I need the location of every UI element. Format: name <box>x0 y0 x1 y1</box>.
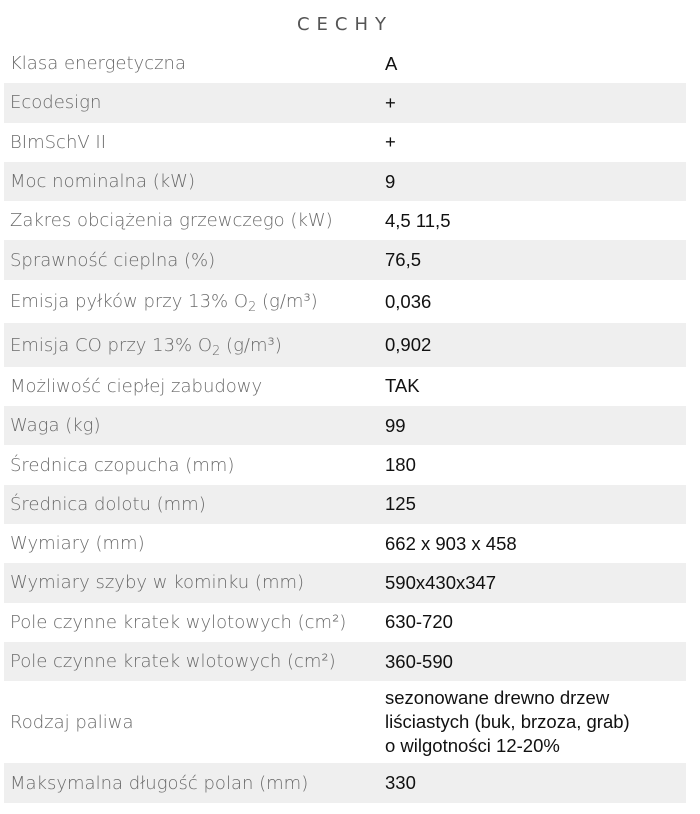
spec-row <box>4 445 686 484</box>
spec-value-line: sezonowane drewno drzew <box>385 687 610 709</box>
spec-row <box>4 83 686 122</box>
spec-row <box>4 280 686 324</box>
spec-label: Wymiary (mm) <box>10 533 145 555</box>
spec-row <box>4 603 686 642</box>
spec-label-unit: (g/m³) <box>256 291 318 313</box>
section-title: CECHY <box>296 14 394 35</box>
spec-label: Średnica czopucha (mm) <box>10 454 235 476</box>
spec-value: 330 <box>385 772 416 794</box>
spec-label: Rodzaj paliwa <box>10 711 134 733</box>
spec-row <box>4 323 686 367</box>
spec-row <box>4 642 686 681</box>
spec-label <box>4 334 375 359</box>
spec-label: Pole czynne kratek wylotowych (cm²) <box>10 611 347 633</box>
spec-value: 9 <box>385 170 396 192</box>
spec-row <box>4 201 686 240</box>
spec-row <box>4 44 686 83</box>
spec-value: 0,902 <box>385 334 432 356</box>
spec-label-subscript: 2 <box>248 300 257 316</box>
spec-value-line: o wilgotności 12-20% <box>385 735 560 757</box>
spec-value: 630-720 <box>385 611 453 633</box>
spec-row <box>4 162 686 201</box>
spec-row <box>4 406 686 445</box>
spec-value: 125 <box>385 493 416 515</box>
spec-value: + <box>385 131 396 153</box>
spec-label: Waga (kg) <box>10 415 101 437</box>
spec-value: + <box>385 91 396 113</box>
spec-label: Średnica dolotu (mm) <box>10 493 206 515</box>
spec-value-multiline <box>375 686 686 758</box>
spec-label: Zakres obciążenia grzewczego (kW) <box>10 210 333 232</box>
spec-label-subscript: 2 <box>212 343 221 359</box>
spec-value: 662 x 903 x 458 <box>385 532 517 554</box>
spec-value: 76,5 <box>385 249 422 271</box>
spec-value: 99 <box>385 414 406 436</box>
spec-value: A <box>385 52 398 74</box>
spec-label: Moc nominalna (kW) <box>10 171 195 193</box>
spec-value-line: liściastych (buk, brzoza, grab) <box>385 711 630 733</box>
spec-row <box>4 763 686 803</box>
spec-label: Klasa energetyczna <box>10 53 186 75</box>
spec-value: 180 <box>385 454 416 476</box>
spec-label: Maksymalna długość polan (mm) <box>10 772 309 794</box>
spec-value: 360-590 <box>385 650 453 672</box>
spec-label: Możliwość ciepłej zabudowy <box>10 375 263 397</box>
spec-value: 4,5 11,5 <box>385 209 451 231</box>
spec-row <box>4 367 686 406</box>
spec-value: 0,036 <box>385 290 432 312</box>
spec-label-unit: (g/m³) <box>220 334 282 356</box>
spec-label: Wymiary szyby w kominku (mm) <box>10 572 305 594</box>
spec-row <box>4 485 686 524</box>
spec-label-text: Emisja pyłków przy 13% O <box>10 291 249 313</box>
spec-label: Ecodesign <box>10 92 102 114</box>
spec-label: Pole czynne kratek wlotowych (cm²) <box>10 651 336 672</box>
spec-row <box>4 240 686 279</box>
spec-value: 590x430x347 <box>385 571 497 593</box>
spec-label: BImSchV II <box>10 131 107 153</box>
spec-row <box>4 563 686 602</box>
spec-value: TAK <box>385 375 420 397</box>
spec-row <box>4 123 686 162</box>
spec-label <box>4 291 375 316</box>
spec-row <box>4 524 686 563</box>
features-panel <box>4 0 686 803</box>
spec-label: Sprawność cieplna (%) <box>10 249 216 271</box>
spec-row <box>4 681 686 763</box>
spec-label-text: Emisja CO przy 13% O <box>10 334 213 356</box>
